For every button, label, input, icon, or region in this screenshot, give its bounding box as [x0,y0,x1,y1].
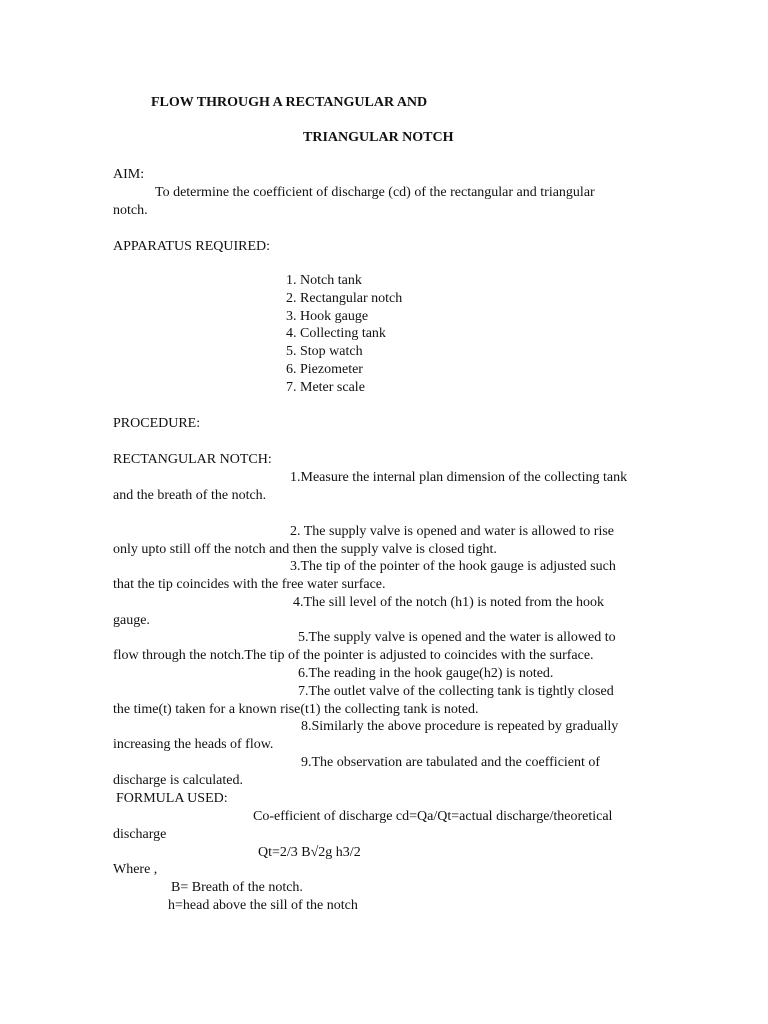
step-2-line-2: only upto still off the notch and then the supply valve is closed tight. [113,542,497,557]
aim-heading: AIM: [113,167,145,182]
step-7-line-2: the time(t) taken for a known rise(t1) the collecting tank is noted. [113,702,479,717]
step-5-line-1: 5.The supply valve is opened and the water is allowed to [298,630,616,645]
step-4-line-2: gauge. [113,613,150,628]
step-8-line-1: 8.Similarly the above procedure is repeated by gradually [301,719,619,734]
list-item: 4. Collecting tank [286,326,386,342]
definition-b: B= Breath of the notch. [171,880,303,895]
aim-text-line-1: To determine the coefficient of discharge (cd) of the rectangular and triangular [155,185,595,200]
step-9-line-2: discharge is calculated. [113,773,243,788]
step-8-line-2: increasing the heads of flow. [113,737,274,752]
list-item: 6. Piezometer [286,361,363,377]
step-4-line-1: 4.The sill level of the notch (h1) is noted from the hook [293,595,605,610]
list-item: 1. Notch tank [286,273,362,288]
step-7-line-1: 7.The outlet valve of the collecting tank is tightly closed [298,684,614,699]
list-item: 2. Rectangular notch [286,290,403,306]
formula-line-2: discharge [113,827,167,842]
rectangular-notch-heading: RECTANGULAR NOTCH: [113,452,272,467]
definition-h: h=head above the sill of the notch [168,898,358,913]
step-6-line-1: 6.The reading in the hook gauge(h2) is noted. [298,666,554,681]
where-label: Where , [113,862,158,877]
apparatus-list [286,272,402,397]
formula-heading: FORMULA USED: [116,791,228,806]
step-3-line-2: that the tip coincides with the free water surface. [113,577,386,592]
step-9-line-1: 9.The observation are tabulated and the coefficient of [301,755,601,770]
aim-text-line-2: notch. [113,203,148,218]
step-5-line-2: flow through the notch.The tip of the pointer is adjusted to coincides with the surface. [113,648,594,663]
title-line-2: TRIANGULAR NOTCH [303,130,454,145]
formula-equation: Qt=2/3 B√2g h3/2 [258,845,361,860]
step-2-line-1: 2. The supply valve is opened and water is allowed to rise [290,524,614,539]
list-item: 5. Stop watch [286,344,363,360]
formula-line-1: Co-efficient of discharge cd=Qa/Qt=actual discharge/theoretical [253,809,613,824]
step-3-line-1: 3.The tip of the pointer of the hook gauge is adjusted such [290,559,616,574]
list-item: 3. Hook gauge [286,308,369,324]
step-1-line-2: and the breath of the notch. [113,488,267,503]
step-1-line-1: 1.Measure the internal plan dimension of the collecting tank [290,470,628,485]
title-line-1: FLOW THROUGH A RECTANGULAR AND [151,95,428,110]
apparatus-heading: APPARATUS REQUIRED: [113,239,271,254]
procedure-heading: PROCEDURE: [113,416,201,431]
list-item: 7. Meter scale [286,379,365,395]
